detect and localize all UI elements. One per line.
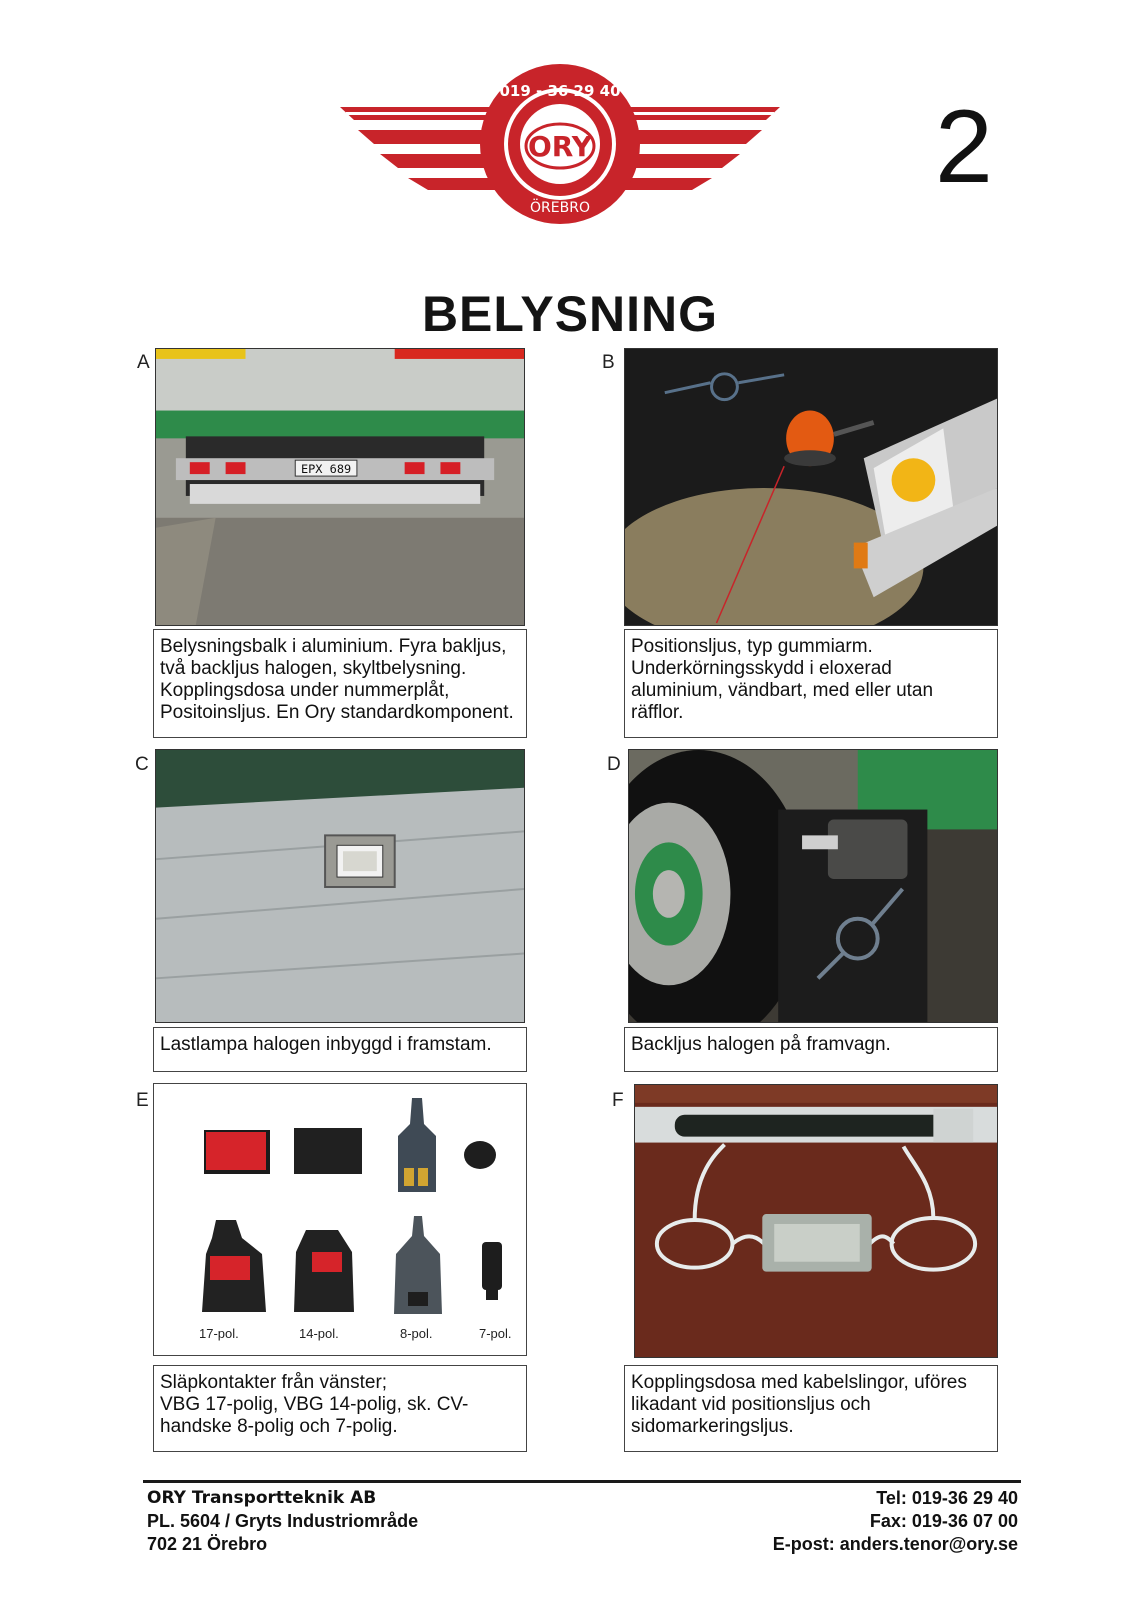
section-letter-f: F [612,1090,624,1111]
connector-label-14-pol: 14-pol. [299,1326,339,1341]
caption-b: Positionsljus, typ gummiarm. Underkörningsskydd i eloxerad aluminium, vändbart, med eller utan räfflor. [624,629,998,738]
caption-e: Släpkontakter från vänster; VBG 17-polig, VBG 14-polig, sk. CV- handske 8-polig och 7-polig. [153,1365,527,1452]
page-number: 2 [935,89,993,205]
caption-a: Belysningsbalk i aluminium. Fyra bakljus, två backljus halogen, skyltbelysning. Kopplingsdosa under nummerplåt, Positoinsljus. En Ory standardkomponent. [153,629,527,738]
footer-contact-block [773,1487,1018,1556]
connector-panel [153,1083,527,1356]
section-letter-c: C [135,754,149,775]
logo-text: ORY [527,130,593,163]
footer-email[interactable]: E-post: anders.tenor@ory.se [772,1534,1018,1554]
photo-position-light [624,348,998,626]
footer-address-block [147,1487,418,1556]
caption-f: Kopplingsdosa med kabelslingor, uföres likadant vid positionsljus och sidomarkeringsljus. [624,1365,998,1452]
connector-label-8-pol: 8-pol. [400,1326,433,1341]
footer-divider [143,1480,1021,1483]
caption-c: Lastlampa halogen inbyggd i framstam. [153,1027,527,1072]
footer-company: ORY Transportteknik AB [147,1488,377,1508]
footer-address-line1: PL. 5604 / Gryts Industriområde [147,1511,419,1531]
section-letter-e: E [136,1090,149,1111]
connector-label-7-pol: 7-pol. [479,1326,512,1341]
connector-label-17-pol: 17-pol. [199,1326,239,1341]
caption-d: Backljus halogen på framvagn. [624,1027,998,1072]
section-letter-d: D [607,754,621,775]
photo-light-bar [155,348,525,626]
footer-tel: Tel: 019-36 29 40 [876,1488,1018,1508]
page-title: BELYSNING [421,286,719,342]
section-letter-a: A [137,352,150,373]
ory-logo [340,62,780,232]
photo-reverse-light [628,749,998,1023]
footer-fax: Fax: 019-36 07 00 [869,1511,1018,1531]
photo-junction-box [634,1084,998,1358]
photo-work-lamp [155,749,525,1023]
logo-city: ÖREBRO [530,200,590,216]
logo-phone-ring: 019 - 36 29 40 [499,82,621,100]
footer-address-line2: 702 21 Örebro [147,1534,268,1554]
section-letter-b: B [602,352,615,373]
license-plate-text: EPX 689 [300,462,352,477]
